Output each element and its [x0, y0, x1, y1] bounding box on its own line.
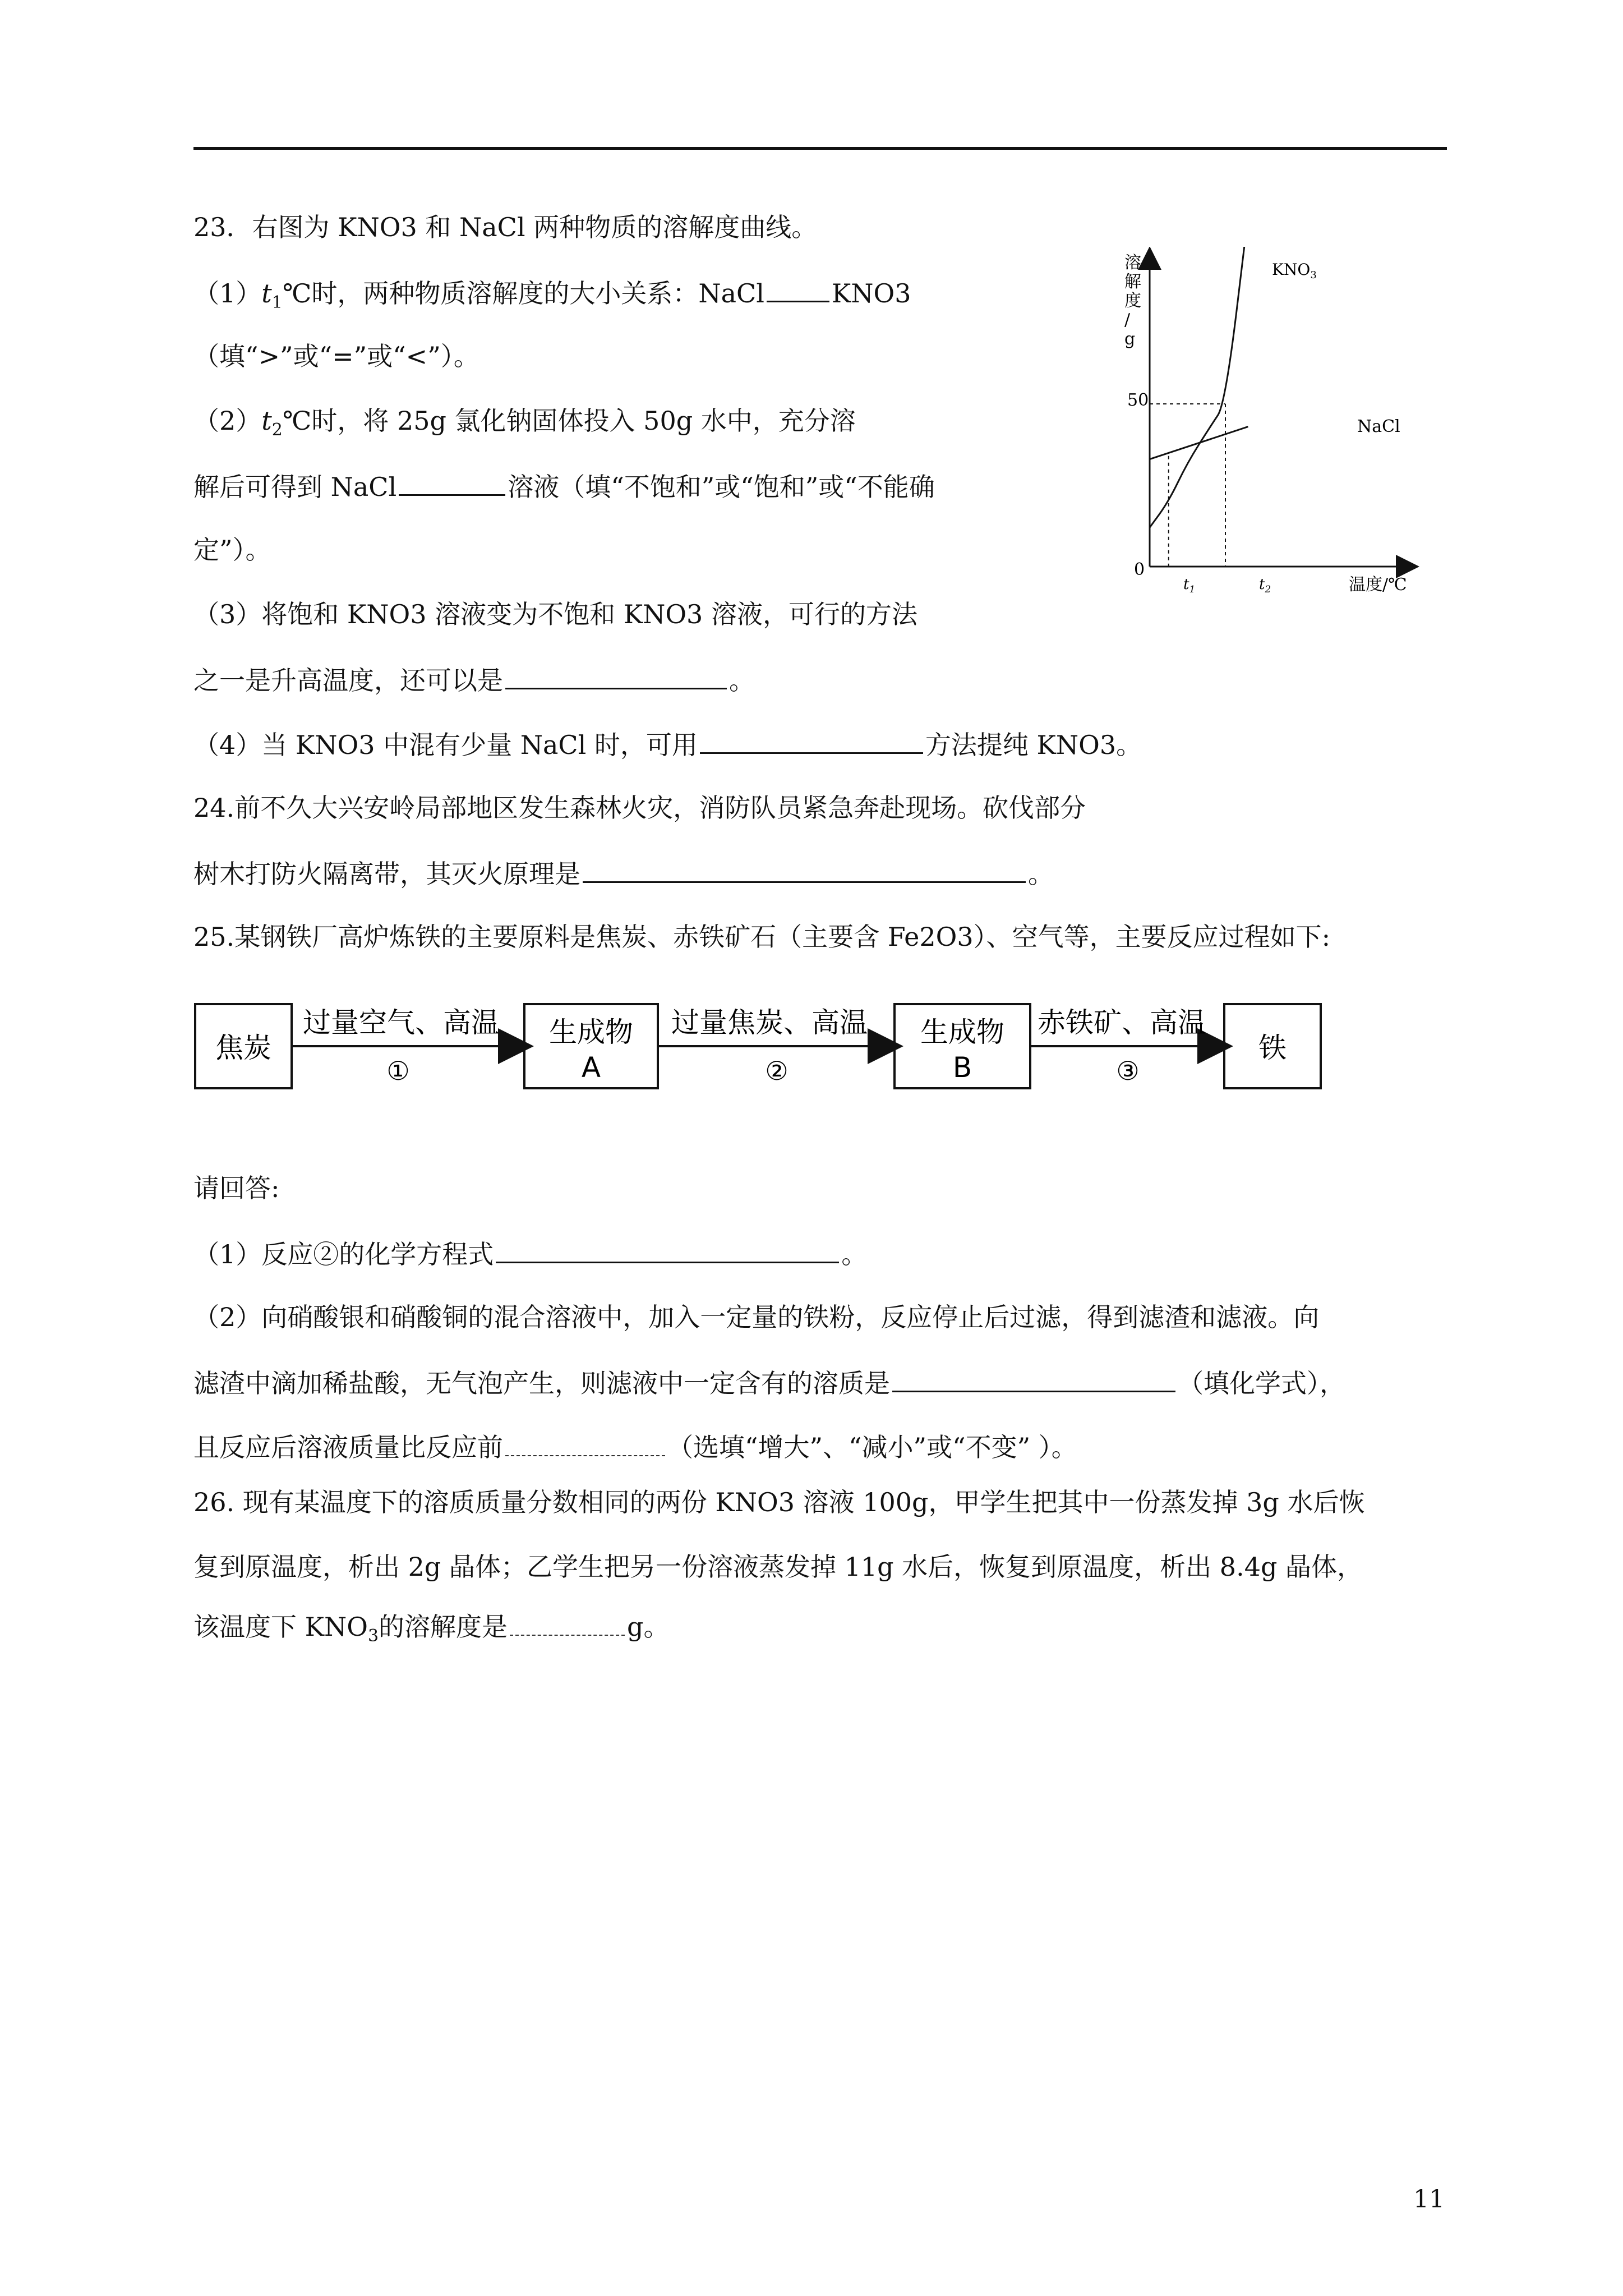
flow-arrow-2-label: 过量焦炭、高温: [671, 1006, 868, 1039]
q24-line2: 树木打防火隔离带，其灭火原理是 。: [193, 855, 1054, 891]
y-axis-label-char: 度: [1124, 291, 1141, 311]
y-axis-label: [1124, 253, 1141, 349]
q25-part2-cont: 滤渣中滴加稀盐酸，无气泡产生，则滤液中一定含有的溶质是 （填化学式），: [193, 1365, 1345, 1400]
y-axis-label-char: g: [1124, 329, 1136, 349]
answer-blank-23-4[interactable]: [700, 726, 923, 754]
series-label-nacl: NaCl: [1357, 417, 1400, 436]
answer-blank-25-3[interactable]: [505, 1429, 665, 1456]
answer-blank-24[interactable]: [583, 855, 1026, 883]
q23-part1: $(1)t_1℃$时，两种物质溶解度的大小关系：NaCl KNO3: [193, 275, 911, 320]
q23-part2-end: 定”）。: [193, 535, 271, 565]
series-line-kno3: [1150, 247, 1248, 527]
flow-box-product-b-bottom: B: [952, 1051, 972, 1084]
y-axis-label-char: 解: [1124, 272, 1141, 292]
header-rule: [193, 147, 1447, 150]
flow-box-coke-label: 焦炭: [215, 1032, 271, 1064]
flow-arrow-3-label: 赤铁矿、高温: [1038, 1006, 1206, 1039]
q26-line1: 26. 现有某温度下的溶质质量分数相同的两份 KNO3 溶液 100g，甲学生把其中一份蒸发掉 3g 水后恢: [193, 1487, 1365, 1517]
answer-blank-23-2[interactable]: [399, 468, 505, 496]
q25-intro: 25.某钢铁厂高炉炼铁的主要原料是焦炭、赤铁矿石（主要含 Fe2O3）、空气等，主要反应过程如下:: [193, 922, 1331, 952]
series-label-kno3: $KNO_3$: [1272, 260, 1317, 281]
reaction-flow-diagram: [193, 1001, 1338, 1102]
solubility-chart: [1094, 247, 1441, 606]
q23-part1-note: （填“>”或“=”或“<”）。: [193, 341, 479, 371]
q26-line2: 复到原温度，析出 2g 晶体；乙学生把另一份溶液蒸发掉 11g 水后，恢复到原温度，析出 8.4g 晶体，: [193, 1552, 1363, 1582]
x-tick-t2: $t_2$: [1259, 576, 1271, 595]
x-axis-label: 温度/℃: [1349, 575, 1407, 595]
answer-blank-23-3[interactable]: [505, 662, 727, 689]
flow-arrow-1-label: 过量空气、高温: [303, 1006, 499, 1039]
x-tick-t1: $t_1$: [1183, 576, 1196, 595]
q25-part2-end: 且反应后溶液质量比反应前 （选填“增大”、“减小”或“不变” ）。: [193, 1429, 1077, 1464]
y-tick-50: 50: [1127, 390, 1149, 410]
flow-box-product-b-top: 生成物: [920, 1016, 1004, 1048]
q26-line3: 该温度下 $KNO_3$的溶解度是 g。: [193, 1609, 670, 1653]
flow-box-product-a-top: 生成物: [549, 1016, 633, 1048]
flow-step-1: ①: [386, 1056, 410, 1086]
q25-ask: 请回答:: [193, 1173, 280, 1203]
answer-blank-25-2[interactable]: [892, 1365, 1175, 1392]
origin-label: 0: [1134, 560, 1145, 579]
q24-line1: 24.前不久大兴安岭局部地区发生森林火灾，消防队员紧急奔赴现场。砍伐部分: [193, 793, 1086, 823]
q25-part1: （1）反应②的化学方程式 。: [193, 1236, 867, 1271]
q23-intro: 23．右图为 KNO3 和 NaCl 两种物质的溶解度曲线。: [193, 212, 818, 242]
q23-part3: （3）将饱和 KNO3 溶液变为不饱和 KNO3 溶液，可行的方法: [193, 599, 917, 629]
y-axis-label-char: 溶: [1124, 253, 1141, 273]
flow-step-2: ②: [765, 1056, 789, 1086]
answer-blank-26[interactable]: [510, 1609, 625, 1636]
flow-box-product-a-bottom: A: [581, 1051, 601, 1084]
flow-step-3: ③: [1116, 1056, 1140, 1086]
answer-blank-23-1[interactable]: [767, 275, 829, 302]
answer-blank-25-1[interactable]: [496, 1236, 839, 1263]
q23-part2-cont: 解后可得到 NaCl 溶液（填“不饱和”或“饱和”或“不能确: [193, 468, 935, 504]
series-line-nacl: [1150, 427, 1248, 459]
page-number: 11: [1413, 2185, 1445, 2214]
q23-part3-cont: 之一是升高温度，还可以是 。: [193, 662, 755, 697]
q23-part4: （4）当 KNO3 中混有少量 NaCl 时，可用 方法提纯 KNO3。: [193, 726, 1142, 762]
q23-part2: $(2)t_2℃$时，将 25g 氯化钠固体投入 50g 水中，充分溶: [193, 406, 856, 440]
y-axis-label-char: /: [1124, 310, 1131, 330]
flow-box-iron-label: 铁: [1258, 1032, 1287, 1064]
q25-part2: （2）向硝酸银和硝酸铜的混合溶液中，加入一定量的铁粉，反应停止后过滤，得到滤渣和滤液。向: [193, 1302, 1320, 1332]
